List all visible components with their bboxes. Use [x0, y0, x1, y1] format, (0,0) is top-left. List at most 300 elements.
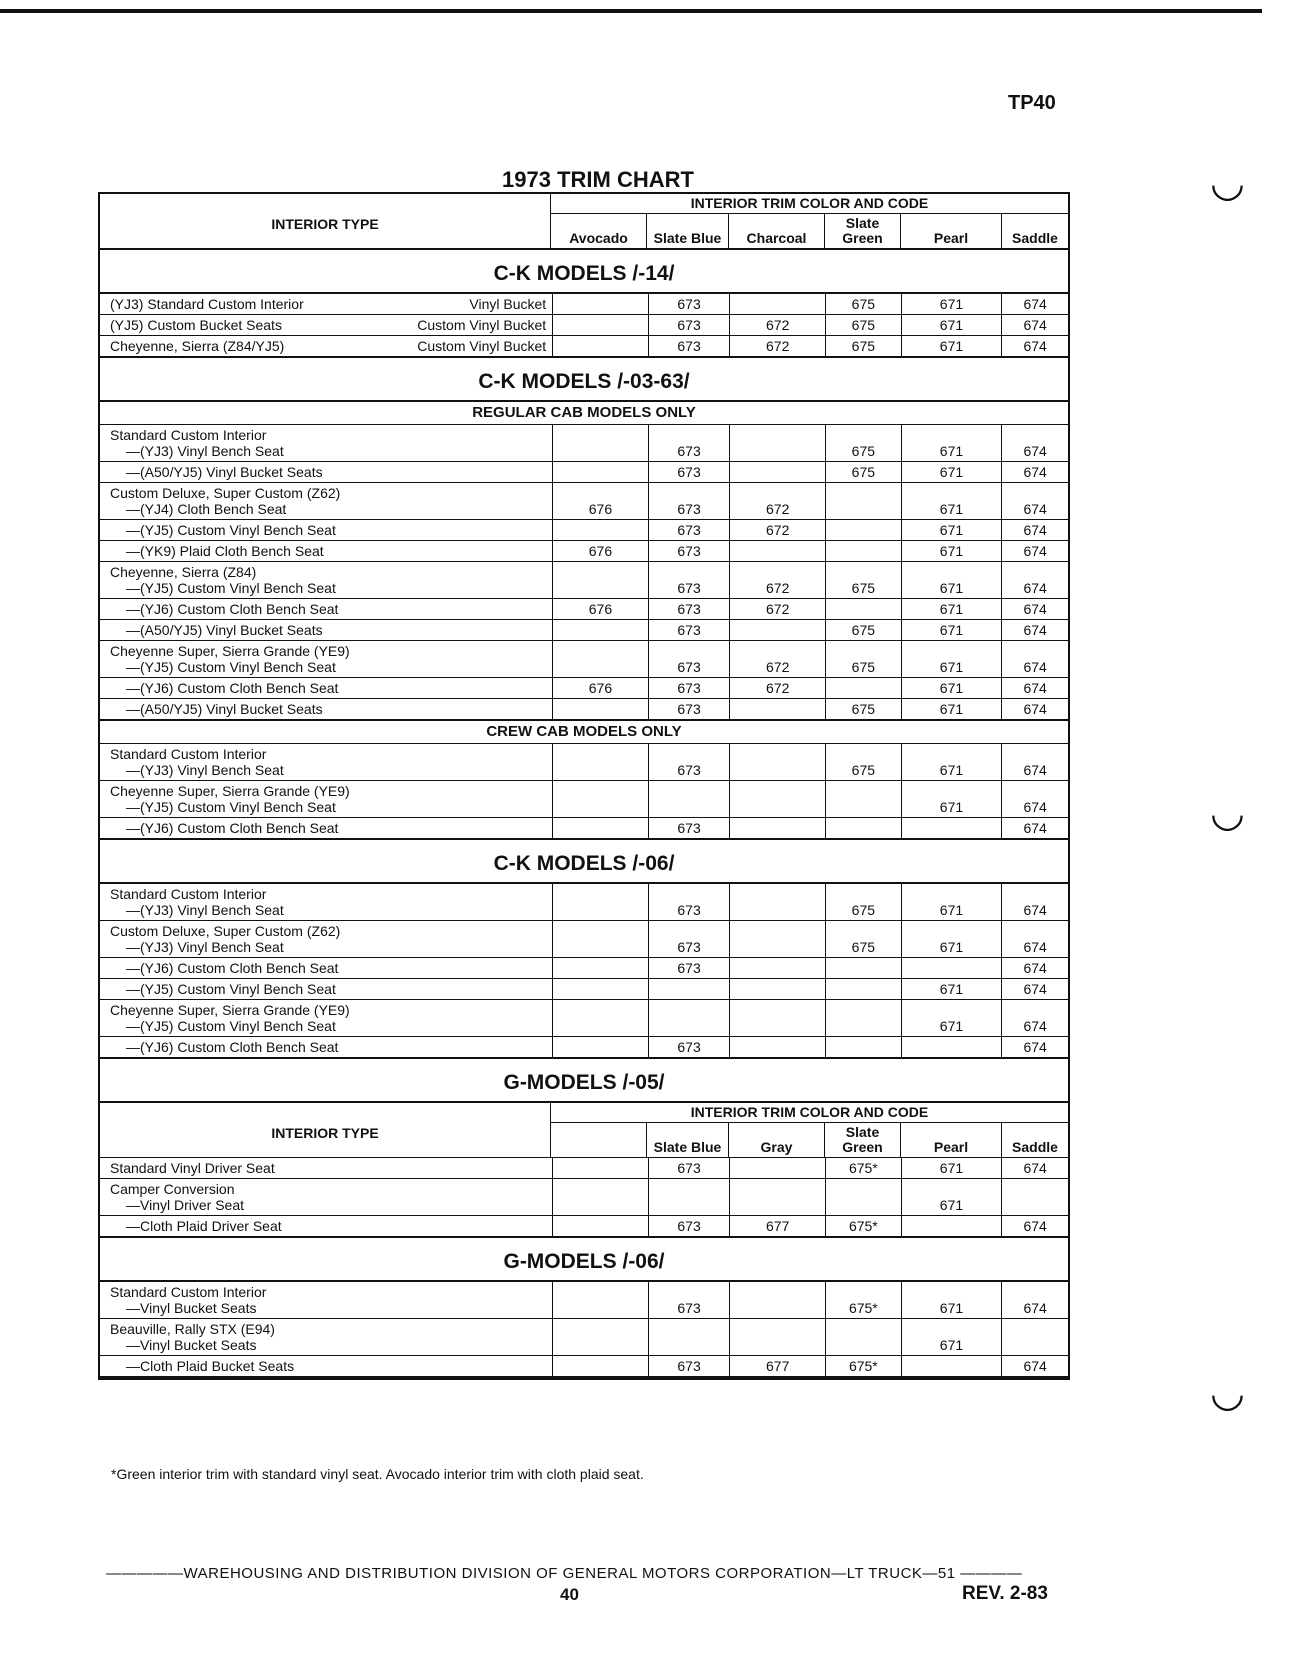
- trim-code-cell: [553, 562, 649, 598]
- trim-code-cell: [553, 620, 649, 640]
- trim-code-cell: 675: [826, 620, 902, 640]
- table-row: [100, 1282, 1068, 1319]
- section-row: [100, 358, 1068, 402]
- trim-code-cell: 671: [902, 678, 1003, 698]
- description-line: —(YJ3) Vinyl Bench Seat: [126, 902, 284, 918]
- trim-code-cell: [649, 1319, 731, 1355]
- trim-code-cell: 672: [730, 483, 826, 519]
- trim-code-cell: 673: [649, 884, 731, 920]
- top-rule: [0, 9, 1262, 13]
- section-title: C-K MODELS /-06/: [493, 852, 675, 875]
- table-row: [100, 781, 1068, 818]
- subsection-title: CREW CAB MODELS ONLY: [486, 723, 682, 740]
- trim-code-cell: [730, 462, 826, 482]
- interior-description: [100, 520, 553, 540]
- section-title: G-MODELS /-05/: [503, 1071, 665, 1094]
- trim-code-cell: [553, 921, 649, 957]
- trim-code-cell: 674: [1023, 1018, 1047, 1034]
- trim-code-cell: 674: [1023, 1160, 1047, 1176]
- description-line: —(YK9) Plaid Cloth Bench Seat: [126, 543, 324, 559]
- trim-code-cell: [553, 958, 649, 978]
- trim-code-cell: 674: [1023, 501, 1047, 517]
- description-line: —(YJ6) Custom Cloth Bench Seat: [126, 820, 339, 836]
- trim-code-cell: 675: [826, 336, 902, 356]
- description-line: Camper Conversion: [110, 1181, 235, 1197]
- col-header: Saddle: [1012, 1139, 1058, 1155]
- trim-code-cell: 674: [1023, 338, 1047, 354]
- trim-code-cell: [730, 1037, 826, 1057]
- trim-code-cell: [730, 1282, 826, 1318]
- trim-code-cell: [553, 1319, 649, 1355]
- trim-code-cell: 675: [826, 921, 902, 957]
- trim-code-cell: [826, 520, 902, 540]
- trim-code-cell: [553, 425, 649, 461]
- interior-description: [100, 979, 553, 999]
- table-body: [100, 250, 1068, 1378]
- table-header: [100, 194, 1068, 250]
- table-row: [100, 1179, 1068, 1216]
- trim-code-cell: 673: [649, 744, 731, 780]
- trim-code-cell: [649, 979, 731, 999]
- description-line: Standard Custom Interior: [110, 427, 267, 443]
- trim-code-cell: 671: [902, 462, 1003, 482]
- trim-code-cell: 673: [649, 1216, 731, 1236]
- col-header: Slate Blue: [647, 1123, 729, 1157]
- trim-code-cell: [553, 1037, 649, 1057]
- description-line: —(YJ4) Cloth Bench Seat: [126, 501, 287, 517]
- interior-description: [100, 1356, 553, 1376]
- table-row: [100, 699, 1068, 721]
- trim-code-cell: 674: [1023, 981, 1047, 997]
- description-line: —Cloth Plaid Driver Seat: [126, 1218, 282, 1234]
- trim-code-cell: [553, 1356, 649, 1376]
- trim-color-header: INTERIOR TRIM COLOR AND CODE: [551, 1103, 1068, 1123]
- trim-code-cell: [553, 315, 649, 335]
- interior-description: [100, 921, 553, 957]
- trim-code-cell: [553, 979, 649, 999]
- trim-code-cell: [553, 462, 649, 482]
- interior-description: [100, 462, 553, 482]
- trim-code-cell: [730, 744, 826, 780]
- trim-code-cell: [826, 1179, 902, 1215]
- color-column-headers: [551, 1123, 1068, 1157]
- trim-code-cell: [826, 958, 902, 978]
- table-row: [100, 599, 1068, 620]
- interior-description: [100, 958, 553, 978]
- trim-code-cell: 672: [730, 562, 826, 598]
- interior-description: [100, 620, 553, 640]
- trim-code-cell: 672: [730, 520, 826, 540]
- section-row: [100, 1238, 1068, 1282]
- trim-code-cell: 674: [1023, 543, 1047, 559]
- description-line: Standard Vinyl Driver Seat: [110, 1160, 275, 1176]
- col-header: Avocado: [551, 214, 647, 248]
- trim-code-cell: 673: [649, 462, 731, 482]
- interior-description: [100, 1216, 553, 1236]
- table-row: [100, 884, 1068, 921]
- trim-code-cell: 671: [902, 620, 1003, 640]
- table-row: [100, 1216, 1068, 1238]
- trim-code-cell: 671: [902, 921, 1003, 957]
- interior-description: [100, 699, 553, 719]
- trim-code-cell: 674: [1023, 1218, 1047, 1234]
- section-title: C-K MODELS /-03-63/: [478, 370, 690, 393]
- chart-title: 1973 TRIM CHART: [478, 168, 718, 194]
- trim-code-cell: [553, 781, 649, 817]
- description-line: Standard Custom Interior: [110, 1284, 267, 1300]
- trim-code-cell: 675: [826, 884, 902, 920]
- table-row: [100, 520, 1068, 541]
- trim-code-cell: [826, 781, 902, 817]
- trim-code-cell: [553, 520, 649, 540]
- description-line: Standard Custom Interior: [110, 746, 267, 762]
- interior-description: [100, 678, 553, 698]
- col-header: Slate Blue: [647, 214, 729, 248]
- trim-code-cell: 673: [649, 599, 731, 619]
- trim-code-cell: [730, 1158, 826, 1178]
- trim-code-cell: 673: [649, 483, 731, 519]
- g-models-header: [100, 1103, 1068, 1158]
- binder-hole-icon: ◡: [1210, 791, 1245, 835]
- trim-code-cell: 676: [553, 678, 649, 698]
- table-row: [100, 1000, 1068, 1037]
- subsection-row: [100, 721, 1068, 744]
- trim-code-cell: 673: [649, 425, 731, 461]
- trim-code-cell: 676: [553, 599, 649, 619]
- trim-code-cell: 672: [730, 336, 826, 356]
- description-line: (YJ3) Standard Custom Interior: [110, 296, 304, 312]
- table-row: [100, 744, 1068, 781]
- trim-code-cell: 674: [1023, 902, 1047, 918]
- col-header: [551, 1123, 647, 1157]
- trim-code-cell: [553, 1179, 649, 1215]
- interior-description: [100, 1179, 553, 1215]
- trim-code-cell: 675: [826, 294, 902, 314]
- interior-type-header: INTERIOR TYPE: [100, 194, 551, 248]
- table-row: [100, 678, 1068, 699]
- section-row: [100, 1059, 1068, 1103]
- table-row: [100, 483, 1068, 520]
- trim-code-cell: 673: [649, 520, 731, 540]
- seat-type: Custom Vinyl Bucket: [417, 338, 547, 354]
- description-line: —(YJ5) Custom Vinyl Bench Seat: [126, 522, 336, 538]
- table-row: [100, 818, 1068, 840]
- footer-text: —————WAREHOUSING AND DISTRIBUTION DIVISION OF GENERAL MOTORS CORPORATION—LT TRUCK—51 ————: [106, 1565, 1023, 1582]
- trim-code-cell: 673: [649, 921, 731, 957]
- interior-description: [100, 294, 553, 314]
- trim-code-cell: [649, 1179, 731, 1215]
- description-line: —(A50/YJ5) Vinyl Bucket Seats: [126, 622, 323, 638]
- trim-code-cell: 671: [902, 425, 1003, 461]
- trim-code-cell: 671: [902, 483, 1003, 519]
- col-header: Charcoal: [729, 214, 825, 248]
- trim-code-cell: 674: [1023, 659, 1047, 675]
- trim-code-cell: [553, 818, 649, 838]
- trim-code-cell: [553, 336, 649, 356]
- trim-code-cell: [730, 921, 826, 957]
- trim-code-cell: [553, 641, 649, 677]
- trim-code-cell: 674: [1023, 1358, 1047, 1374]
- trim-code-cell: 673: [649, 315, 731, 335]
- subsection-row: [100, 402, 1068, 425]
- description-line: —(YJ5) Custom Vinyl Bench Seat: [126, 799, 336, 815]
- trim-code-cell: 674: [1023, 762, 1047, 778]
- trim-code-cell: [826, 979, 902, 999]
- section-row: [100, 250, 1068, 294]
- trim-code-cell: [553, 884, 649, 920]
- trim-code-cell: 674: [1023, 443, 1047, 459]
- table-row: [100, 541, 1068, 562]
- table-row: [100, 921, 1068, 958]
- trim-code-cell: [553, 1158, 649, 1178]
- description-line: Beauville, Rally STX (E94): [110, 1321, 275, 1337]
- trim-code-cell: 672: [730, 678, 826, 698]
- trim-code-cell: [730, 294, 826, 314]
- trim-code-cell: [730, 699, 826, 719]
- col-header: Slate Green: [825, 1123, 901, 1157]
- description-line: Custom Deluxe, Super Custom (Z62): [110, 923, 341, 939]
- table-row: [100, 641, 1068, 678]
- description-line: —(YJ5) Custom Vinyl Bench Seat: [126, 659, 336, 675]
- description-line: —Vinyl Bucket Seats: [126, 1337, 257, 1353]
- trim-code-cell: 674: [1023, 1300, 1047, 1316]
- table-row: [100, 1158, 1068, 1179]
- description-line: Cheyenne Super, Sierra Grande (YE9): [110, 783, 350, 799]
- trim-code-cell: [826, 541, 902, 561]
- table-row: [100, 336, 1068, 358]
- description-line: Custom Deluxe, Super Custom (Z62): [110, 485, 341, 501]
- interior-description: [100, 336, 553, 356]
- trim-code-cell: [553, 744, 649, 780]
- description-line: Cheyenne, Sierra (Z84): [110, 564, 257, 580]
- trim-code-cell: 673: [649, 641, 731, 677]
- trim-code-cell: 675: [826, 744, 902, 780]
- trim-code-cell: 675: [826, 562, 902, 598]
- section-title: G-MODELS /-06/: [503, 1250, 665, 1273]
- interior-description: [100, 541, 553, 561]
- description-line: —Vinyl Driver Seat: [126, 1197, 245, 1213]
- table-row: [100, 620, 1068, 641]
- trim-code-cell: [553, 699, 649, 719]
- trim-code-cell: 674: [1023, 622, 1047, 638]
- seat-type: Custom Vinyl Bucket: [417, 317, 547, 333]
- trim-code-cell: [826, 818, 902, 838]
- description-line: —(A50/YJ5) Vinyl Bucket Seats: [126, 701, 323, 717]
- trim-code-cell: 676: [553, 541, 649, 561]
- revision: REV. 2-83: [962, 1583, 1048, 1604]
- trim-code-cell: [730, 1000, 826, 1036]
- trim-code-cell: 671: [902, 541, 1003, 561]
- description-line: —(YJ5) Custom Vinyl Bench Seat: [126, 981, 336, 997]
- interior-description: [100, 1037, 553, 1057]
- interior-description: [100, 641, 553, 677]
- trim-code-cell: 674: [1023, 522, 1047, 538]
- table-row: [100, 315, 1068, 336]
- trim-code-cell: [1002, 1179, 1068, 1215]
- trim-code-cell: 675: [826, 641, 902, 677]
- trim-code-cell: [553, 1216, 649, 1236]
- col-header: Slate Green: [825, 214, 901, 248]
- description-line: Cheyenne Super, Sierra Grande (YE9): [110, 1002, 350, 1018]
- trim-code-cell: 673: [649, 620, 731, 640]
- interior-description: [100, 884, 553, 920]
- description-line: —(A50/YJ5) Vinyl Bucket Seats: [126, 464, 323, 480]
- interior-description: [100, 1158, 553, 1178]
- trim-code-cell: [730, 541, 826, 561]
- trim-code-cell: 671: [902, 294, 1003, 314]
- trim-code-cell: [826, 1037, 902, 1057]
- interior-description: [100, 599, 553, 619]
- table-row: [100, 1319, 1068, 1356]
- trim-code-cell: 671: [902, 641, 1003, 677]
- interior-description: [100, 818, 553, 838]
- description-line: —Cloth Plaid Bucket Seats: [126, 1358, 295, 1374]
- trim-code-cell: 671: [902, 744, 1003, 780]
- trim-code-cell: 673: [649, 1037, 731, 1057]
- trim-code-cell: 676: [553, 483, 649, 519]
- table-row: [100, 425, 1068, 462]
- interior-description: [100, 1319, 553, 1355]
- interior-description: [100, 425, 553, 461]
- trim-code-cell: 673: [649, 958, 731, 978]
- interior-description: [100, 781, 553, 817]
- description-line: —(YJ6) Custom Cloth Bench Seat: [126, 1039, 339, 1055]
- trim-code-cell: 673: [649, 699, 731, 719]
- trim-code-cell: 674: [1023, 580, 1047, 596]
- trim-code-cell: 673: [649, 1158, 731, 1178]
- trim-code-cell: [826, 483, 902, 519]
- trim-code-cell: [826, 678, 902, 698]
- binder-hole-icon: ◡: [1210, 161, 1245, 205]
- trim-code-cell: [649, 1000, 731, 1036]
- trim-code-cell: 675: [826, 315, 902, 335]
- description-line: —Vinyl Bucket Seats: [126, 1300, 257, 1316]
- table-row: [100, 958, 1068, 979]
- seat-type: Vinyl Bucket: [469, 296, 547, 312]
- page-number: 40: [560, 1585, 579, 1604]
- trim-code-cell: [730, 1319, 826, 1355]
- trim-code-cell: 671: [902, 1179, 1003, 1215]
- trim-code-cell: 674: [1023, 799, 1047, 815]
- col-header: Gray: [729, 1123, 825, 1157]
- description-line: —(YJ3) Vinyl Bench Seat: [126, 443, 284, 459]
- trim-code-cell: 671: [902, 1000, 1003, 1036]
- section-title: C-K MODELS /-14/: [493, 262, 675, 285]
- trim-chart-table: [98, 192, 1070, 1380]
- page-id: TP40: [1008, 92, 1056, 114]
- trim-code-cell: 671: [902, 315, 1003, 335]
- trim-code-cell: 671: [902, 336, 1003, 356]
- trim-code-cell: 674: [1023, 317, 1047, 333]
- trim-code-cell: [902, 1037, 1003, 1057]
- trim-code-cell: 671: [902, 1158, 1003, 1178]
- trim-code-cell: 671: [902, 1282, 1003, 1318]
- trim-code-cell: 673: [649, 1282, 731, 1318]
- trim-code-cell: [730, 1179, 826, 1215]
- trim-code-cell: 671: [902, 562, 1003, 598]
- interior-description: [100, 1000, 553, 1036]
- trim-code-cell: 675*: [826, 1282, 902, 1318]
- trim-color-header: INTERIOR TRIM COLOR AND CODE: [551, 194, 1068, 214]
- trim-code-cell: [826, 1000, 902, 1036]
- trim-code-cell: [730, 781, 826, 817]
- trim-code-cell: 673: [649, 294, 731, 314]
- trim-code-cell: 671: [902, 599, 1003, 619]
- trim-code-cell: 674: [1023, 701, 1047, 717]
- table-row: [100, 462, 1068, 483]
- trim-code-cell: 673: [649, 1356, 731, 1376]
- trim-code-cell: [553, 294, 649, 314]
- trim-code-cell: 671: [902, 781, 1003, 817]
- trim-code-cell: 674: [1023, 296, 1047, 312]
- interior-description: [100, 744, 553, 780]
- description-line: —(YJ3) Vinyl Bench Seat: [126, 762, 284, 778]
- trim-code-cell: 677: [730, 1216, 826, 1236]
- trim-code-cell: 675: [826, 699, 902, 719]
- trim-code-cell: 672: [730, 641, 826, 677]
- trim-code-cell: [902, 1216, 1003, 1236]
- trim-code-cell: [730, 425, 826, 461]
- trim-code-cell: 675*: [826, 1216, 902, 1236]
- description-line: —(YJ5) Custom Vinyl Bench Seat: [126, 580, 336, 596]
- trim-code-cell: 673: [649, 336, 731, 356]
- trim-code-cell: 675*: [826, 1158, 902, 1178]
- trim-color-header-group: [551, 1103, 1068, 1157]
- description-line: —(YJ5) Custom Vinyl Bench Seat: [126, 1018, 336, 1034]
- trim-color-header-group: [551, 194, 1068, 248]
- trim-code-cell: 674: [1023, 601, 1047, 617]
- col-header: Saddle: [1012, 230, 1058, 246]
- footnote: *Green interior trim with standard vinyl seat. Avocado interior trim with cloth plaid seat.: [111, 1466, 644, 1482]
- trim-code-cell: 673: [649, 818, 731, 838]
- table-row: [100, 562, 1068, 599]
- description-line: —(YJ6) Custom Cloth Bench Seat: [126, 601, 339, 617]
- description-line: —(YJ6) Custom Cloth Bench Seat: [126, 960, 339, 976]
- trim-code-cell: 672: [730, 315, 826, 335]
- description-line: —(YJ3) Vinyl Bench Seat: [126, 939, 284, 955]
- interior-description: [100, 562, 553, 598]
- binder-hole-icon: ◡: [1210, 1371, 1245, 1415]
- col-header: Pearl: [901, 1123, 1002, 1157]
- trim-code-cell: [553, 1282, 649, 1318]
- trim-code-cell: 673: [649, 562, 731, 598]
- interior-description: [100, 483, 553, 519]
- trim-code-cell: 675: [826, 462, 902, 482]
- section-row: [100, 840, 1068, 884]
- trim-code-cell: [730, 818, 826, 838]
- description-line: Standard Custom Interior: [110, 886, 267, 902]
- interior-description: [100, 315, 553, 335]
- trim-code-cell: 674: [1023, 464, 1047, 480]
- trim-code-cell: 673: [649, 678, 731, 698]
- trim-code-cell: 675: [826, 425, 902, 461]
- trim-code-cell: 671: [902, 520, 1003, 540]
- trim-code-cell: [730, 979, 826, 999]
- trim-code-cell: 671: [902, 699, 1003, 719]
- trim-code-cell: [553, 1000, 649, 1036]
- trim-code-cell: 674: [1023, 1039, 1047, 1055]
- trim-code-cell: [902, 1356, 1003, 1376]
- trim-code-cell: [826, 1319, 902, 1355]
- description-line: —(YJ6) Custom Cloth Bench Seat: [126, 680, 339, 696]
- description-line: (YJ5) Custom Bucket Seats: [110, 317, 282, 333]
- interior-type-header: INTERIOR TYPE: [100, 1103, 551, 1157]
- trim-code-cell: [730, 884, 826, 920]
- trim-code-cell: 677: [730, 1356, 826, 1376]
- interior-description: [100, 1282, 553, 1318]
- trim-code-cell: 674: [1023, 939, 1047, 955]
- trim-code-cell: [649, 781, 731, 817]
